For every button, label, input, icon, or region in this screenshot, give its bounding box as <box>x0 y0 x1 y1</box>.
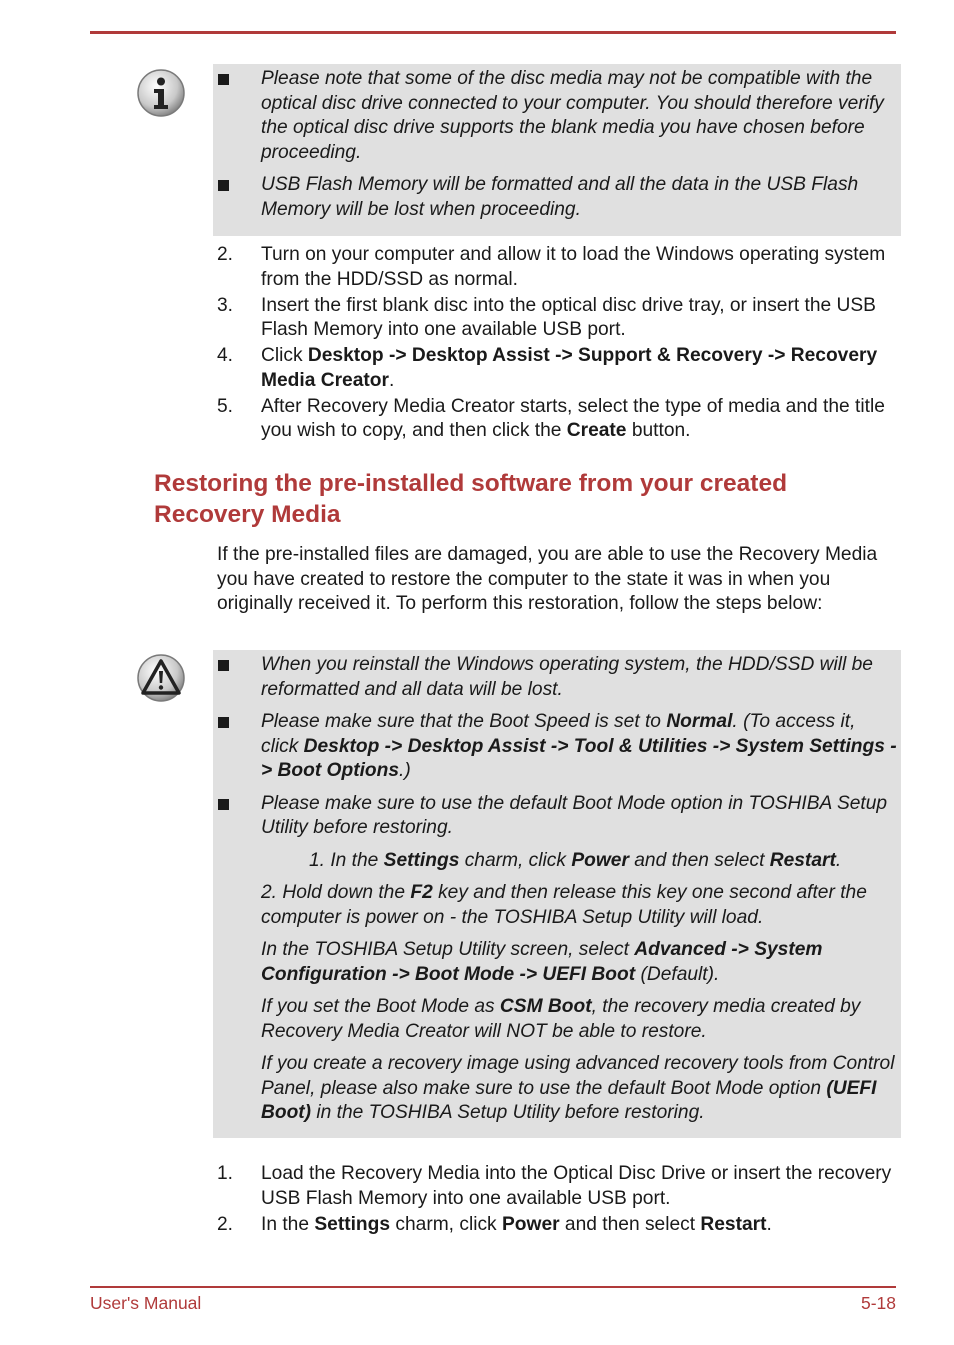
info-icon <box>136 68 186 118</box>
note-item: Please note that some of the disc media may not be compatible with the optical disc drive connected to your computer. You should therefore verify the optical disc drive supports the blank media you have chosen before proceeding. <box>213 67 897 165</box>
steps-list-restore <box>217 1162 901 1239</box>
step-item: 5. After Recovery Media Creator starts, select the type of media and the title you wish to copy, and then click the Create button. <box>217 395 885 441</box>
footer-manual-title: User's Manual <box>90 1293 202 1313</box>
warning-icon <box>136 653 186 703</box>
footer-page-number: 5-18 <box>860 1293 896 1313</box>
step-item: 2. Turn on your computer and allow it to load the Windows operating system from the HDD/SSD as normal. <box>217 244 886 290</box>
step-item: 1. Load the Recovery Media into the Optical Disc Drive or insert the recovery USB Flash Memory into one available USB port. <box>217 1163 892 1209</box>
section-intro: If the pre-installed files are damaged, you are able to use the Recovery Media you have created to restore the computer to the state it was in when you originally received it. To perform this restoration, follow the steps below: <box>217 544 878 614</box>
note-box-disc-media <box>213 64 901 236</box>
section-heading: Restoring the pre-installed software from your created Recovery Media <box>154 470 788 528</box>
note-item: USB Flash Memory will be formatted and all the data in the USB Flash Memory will be lost when proceeding. <box>213 173 897 222</box>
header-rule <box>90 31 896 34</box>
step-item: 2. In the Settings charm, click Power and then select Restart. <box>217 1213 772 1235</box>
bullet <box>218 180 229 191</box>
note-subparagraph: 2. Hold down the F2 key and then release this key one second after the computer is power on - the TOSHIBA Setup Utility will load. <box>261 882 867 928</box>
bullet <box>218 717 229 728</box>
note-item: Please make sure that the Boot Speed is set to Normal. (To access it, click Desktop -> Desktop Assist -> Tool & Utilities -> System Settings -> Boot Options.) <box>213 710 897 784</box>
bullet <box>218 660 229 671</box>
footer-rule <box>90 1286 896 1288</box>
bullet <box>218 74 229 85</box>
note-subparagraph: If you set the Boot Mode as CSM Boot, the recovery media created by Recovery Media Creator will NOT be able to restore. <box>261 996 861 1042</box>
bullet <box>218 799 229 810</box>
note-box-reinstall <box>213 650 901 1138</box>
note-item: Please make sure to use the default Boot Mode option in TOSHIBA Setup Utility before restoring. 1. In the Settings charm, click Power and then select Restart. <box>213 792 897 874</box>
note-subparagraph: In the TOSHIBA Setup Utility screen, select Advanced -> System Configuration -> Boot Mode -> UEFI Boot (Default). <box>261 939 823 985</box>
note-item: When you reinstall the Windows operating system, the HDD/SSD will be reformatted and all data will be lost. <box>213 653 897 702</box>
note-subparagraph: If you create a recovery image using advanced recovery tools from Control Panel, please also make sure to use the default Boot Mode option (UEFI Boot) in the TOSHIBA Setup Utility before restoring. <box>261 1053 895 1123</box>
step-item: 4. Click Desktop -> Desktop Assist -> Support & Recovery -> Recovery Media Creator. <box>217 345 878 391</box>
step-item: 3. Insert the first blank disc into the optical disc drive tray, or insert the USB Flash Memory into one available USB port. <box>217 294 876 340</box>
steps-list-create <box>217 243 901 445</box>
note-subparagraph: 1. In the Settings charm, click Power and then select Restart. <box>309 849 842 871</box>
